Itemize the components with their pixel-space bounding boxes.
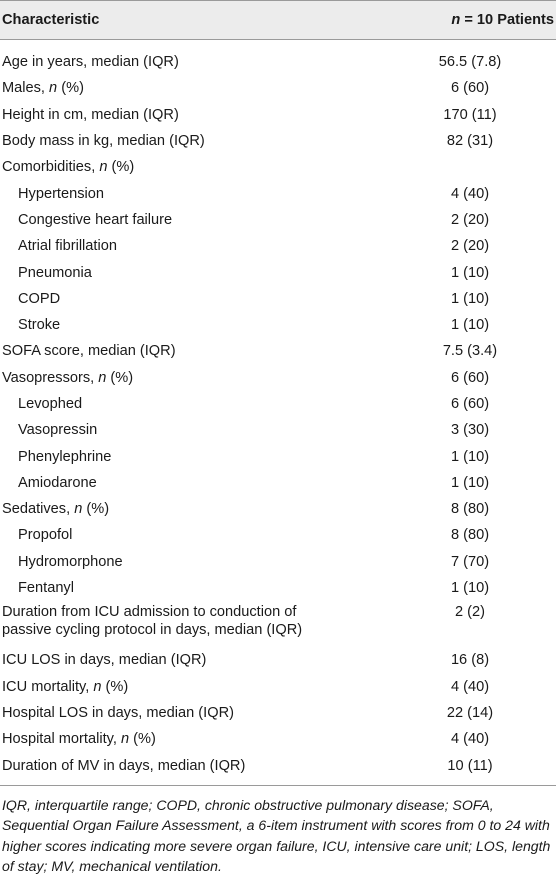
header-n: n: [451, 12, 461, 28]
row-characteristic: Vasopressin: [18, 422, 98, 439]
row-value: 1 (10): [450, 580, 490, 597]
row-label-n: n: [98, 369, 107, 386]
row-value: 2 (2): [454, 604, 485, 621]
table-row: [0, 470, 556, 496]
row-characteristic: Age in years, median (IQR): [2, 54, 179, 71]
table-row: [0, 259, 556, 285]
header-patients: [354, 12, 556, 28]
row-label-suffix: (%): [106, 369, 134, 386]
row-value: 1 (10): [450, 317, 490, 334]
row-characteristic: Pneumonia: [18, 264, 92, 281]
table-body: [0, 40, 556, 779]
row-value: 170 (11): [443, 106, 497, 123]
row-value: 4 (40): [450, 185, 490, 202]
row-characteristic: Hospital LOS in days, median (IQR): [2, 704, 234, 721]
row-label-suffix: (%): [82, 501, 110, 518]
row-value: 4 (40): [450, 731, 490, 748]
row-value: 1 (10): [450, 448, 490, 465]
row-value: 1 (10): [450, 264, 490, 281]
table-row: [0, 674, 556, 700]
row-value: 7.5 (3.4): [442, 343, 498, 360]
table-row: [0, 128, 556, 154]
row-characteristic: Hydromorphone: [18, 553, 123, 570]
table-row: [0, 391, 556, 417]
row-label-suffix: (%): [107, 159, 135, 176]
row-value: 2 (20): [450, 238, 490, 255]
row-characteristic: Congestive heart failure: [18, 211, 173, 228]
header-patients-text: = 10 Patients: [460, 12, 554, 28]
header-characteristic: Characteristic: [2, 12, 100, 28]
row-characteristic: ICU LOS in days, median (IQR): [2, 652, 207, 669]
row-value: 6 (60): [450, 396, 490, 412]
row-label-suffix: (%): [101, 678, 129, 695]
table-footnote: IQR, interquartile range; COPD, chronic obstructive pulmonary disease; SOFA, Sequential Organ Failure Assessment, a 6-item instrument with scores from 0 to 24 with higher scores indicating more severe organ failure, ICU, intensive care unit; LOS, length of stay; MV, mechanical ventilation.: [2, 796, 551, 875]
table-row: [0, 726, 556, 752]
row-characteristic: Height in cm, median (IQR): [2, 106, 179, 123]
row-value: 2 (20): [450, 211, 490, 228]
row-value: 82 (31): [446, 133, 494, 150]
row-value: 56.5 (7.8): [438, 54, 502, 71]
row-value: 1 (10): [450, 290, 490, 307]
row-characteristic: Fentanyl: [18, 580, 74, 597]
row-label-line2: passive cycling protocol in days, median (IQR): [2, 622, 303, 639]
table-row: [0, 338, 556, 364]
table-row: [0, 575, 556, 601]
row-characteristic: Propofol: [18, 527, 73, 544]
row-label-suffix: (%): [57, 80, 84, 97]
row-label-n: n: [120, 731, 130, 748]
table-row: [0, 233, 556, 259]
row-value: 8 (80): [450, 501, 490, 518]
row-characteristic: Levophed: [18, 396, 83, 412]
row-characteristic: Phenylephrine: [18, 448, 112, 465]
row-value: 10 (11): [447, 757, 493, 774]
row-label-suffix: (%): [129, 731, 156, 748]
row-characteristic: [0, 158, 556, 176]
table-row: [0, 102, 556, 128]
table-header: [0, 0, 556, 40]
row-value: 8 (80): [450, 527, 490, 544]
row-characteristic: Amiodarone: [18, 474, 97, 491]
row-label-prefix: Males,: [2, 80, 50, 97]
table-row: [0, 496, 556, 522]
table-row: [0, 365, 556, 391]
row-label-n: n: [49, 80, 58, 97]
row-label-n: n: [74, 501, 83, 518]
table-row: [0, 75, 556, 101]
table-row: [0, 417, 556, 443]
row-value: 3 (30): [450, 422, 490, 439]
row-value: 7 (70): [450, 553, 490, 570]
table-row: [0, 549, 556, 575]
table-row: [0, 601, 556, 647]
row-label-prefix: Comorbidities,: [2, 159, 100, 176]
table-row: [0, 154, 556, 180]
row-label-prefix: Sedatives,: [2, 501, 75, 518]
row-characteristic: Hypertension: [18, 185, 104, 202]
row-label-prefix: ICU mortality,: [2, 678, 94, 695]
table-row: [0, 752, 556, 778]
row-label-prefix: Hospital mortality,: [2, 731, 121, 748]
table-row: [0, 207, 556, 233]
row-value: 4 (40): [450, 678, 490, 695]
table-row: [0, 522, 556, 548]
row-value: 6 (60): [450, 369, 490, 386]
row-characteristic: Atrial fibrillation: [18, 238, 117, 255]
table-row: [0, 312, 556, 338]
row-label-n: n: [99, 159, 108, 176]
row-characteristic: Stroke: [18, 317, 61, 334]
row-label-n: n: [93, 678, 102, 695]
table-row: [0, 647, 556, 673]
table-row: [0, 443, 556, 469]
table-row: [0, 286, 556, 312]
table-row: [0, 700, 556, 726]
row-characteristic: SOFA score, median (IQR): [2, 343, 176, 360]
row-value: 6 (60): [450, 80, 490, 97]
table-row: [0, 49, 556, 75]
row-characteristic: Duration of MV in days, median (IQR): [2, 757, 246, 774]
row-value: 16 (8): [450, 652, 490, 669]
row-characteristic: COPD: [18, 290, 61, 307]
row-label-prefix: Vasopressors,: [2, 369, 99, 386]
table-row: [0, 180, 556, 206]
row-label-line1: Duration from ICU admission to conduction of: [2, 604, 297, 621]
row-characteristic: Body mass in kg, median (IQR): [2, 133, 205, 150]
row-value: 22 (14): [446, 704, 494, 721]
row-value: 1 (10): [450, 474, 490, 491]
